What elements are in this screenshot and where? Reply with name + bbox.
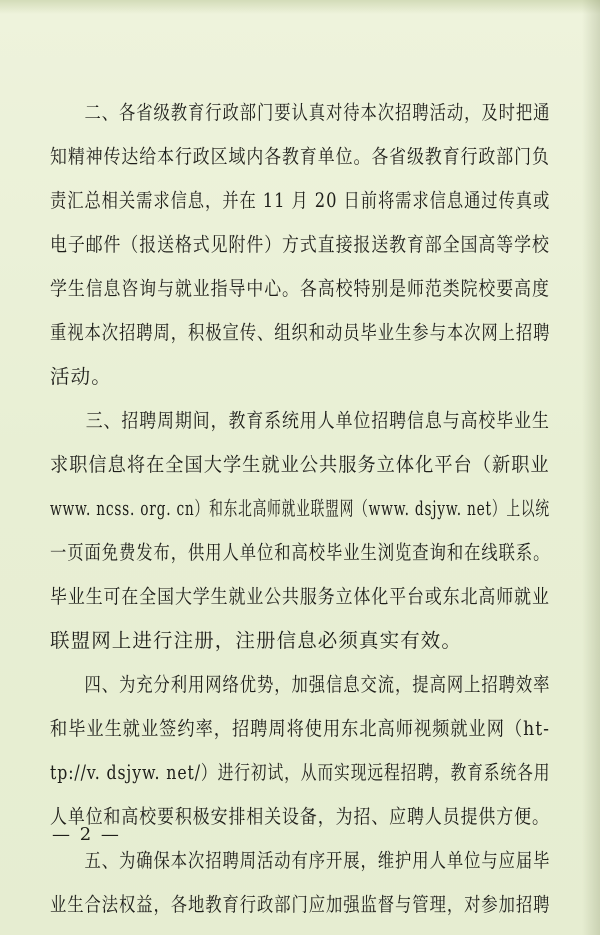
text-line: 三、招聘周期间，教育系统用人单位招聘信息与高校毕业生 — [50, 409, 550, 432]
text-line: 重视本次招聘周，积极宣传、组织和动员毕业生参与本次网上招聘 — [50, 321, 551, 344]
text-line: 责汇总相关需求信息，并在 11 月 20 日前将需求信息通过传真或 — [50, 189, 551, 212]
text-line: 二、各省级教育行政部门要认真对待本次招聘活动，及时把通 — [50, 101, 551, 124]
text-line: 求职信息将在全国大学生就业公共服务立体化平台（新职业 — [50, 453, 550, 476]
text-line: 学生信息咨询与就业指导中心。各高校特别是师范类院校要高度 — [50, 277, 550, 300]
page-top-shadow — [0, 0, 600, 14]
text-line: 人单位和高校要积极安排相关设备，为招、应聘人员提供方便。 — [50, 805, 550, 828]
text-line: tp://v. dsjyw. net/）进行初试，从而实现远程招聘，教育系统各用 — [50, 761, 551, 784]
text-line: 五、为确保本次招聘周活动有序开展，维护用人单位与应届毕 — [50, 849, 551, 872]
page-number: — 2 — — [52, 824, 121, 845]
text-line: 四、为充分利用网络优势，加强信息交流，提高网上招聘效率 — [50, 673, 551, 696]
text-line: 联盟网上进行注册，注册信息必须真实有效。 — [50, 629, 463, 652]
text-line: 毕业生可在全国大学生就业公共服务立体化平台或东北高师就业 — [50, 585, 550, 608]
text-line: 和毕业生就业签约率，招聘周将使用东北高师视频就业网（ht- — [50, 717, 550, 740]
text-line: 知精神传达给本行政区域内各教育单位。各省级教育行政部门负 — [50, 145, 550, 168]
text-line: www. ncss. org. cn）和东北高师就业联盟网（www. dsjyw. net）上以统 — [50, 497, 550, 520]
text-line: 业生合法权益，各地教育行政部门应加强监督与管理，对参加招聘 — [50, 893, 551, 916]
text-line: 活动。 — [50, 365, 112, 388]
page-right-shadow — [582, 0, 600, 935]
text-line: 电子邮件（报送格式见附件）方式直接报送教育部全国高等学校 — [50, 233, 550, 256]
text-line: 一页面免费发布，供用人单位和高校毕业生浏览查询和在线联系。 — [50, 541, 551, 564]
